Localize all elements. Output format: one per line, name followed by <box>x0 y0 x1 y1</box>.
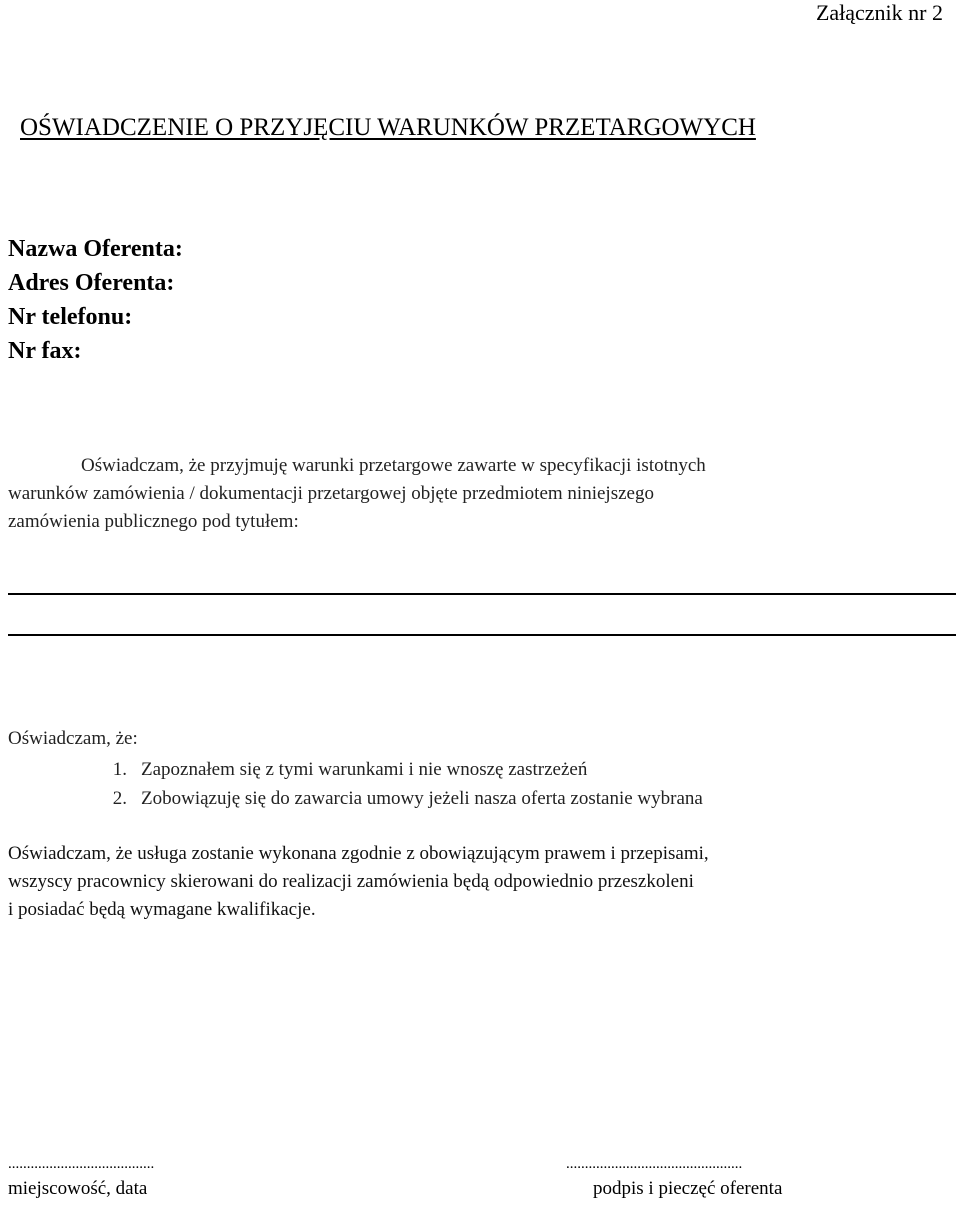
list-item <box>8 784 703 813</box>
acceptance-statement-line: warunków zamówienia / dokumentacji przetargowej objęte przedmiotem niniejszego <box>8 483 654 504</box>
place-date-signature-block <box>8 1153 154 1203</box>
declaration-list <box>8 755 703 813</box>
signature-dotted-line: ............................................... <box>566 1156 743 1172</box>
service-statement <box>8 840 709 924</box>
acceptance-statement-line: zamówienia publicznego pod tytułem: <box>8 511 299 532</box>
annex-label: Załącznik nr 2 <box>815 0 943 25</box>
fax-label: Nr fax: <box>8 338 82 364</box>
signature-label: podpis i pieczęć oferenta <box>593 1178 783 1199</box>
place-date-dotted-line: ....................................... <box>8 1156 155 1172</box>
declaration-intro: Oświadczam, że: <box>8 728 138 749</box>
phone-label: Nr telefonu: <box>8 304 133 330</box>
list-item-number: 1. <box>112 759 127 780</box>
list-item-text: Zapoznałem się z tymi warunkami i nie wnoszę zastrzeżeń <box>141 759 588 780</box>
bidder-fields <box>8 232 183 368</box>
tender-title-blank-line <box>8 634 956 636</box>
bidder-signature-block <box>566 1153 782 1203</box>
bidder-name-label: Nazwa Oferenta: <box>8 236 183 262</box>
list-item <box>8 755 703 784</box>
service-statement-line: Oświadczam, że usługa zostanie wykonana zgodnie z obowiązującym prawem i przepisami, <box>8 843 709 864</box>
service-statement-line: i posiadać będą wymagane kwalifikacje. <box>8 899 316 920</box>
service-statement-line: wszyscy pracownicy skierowani do realizacji zamówienia będą odpowiednio przeszkoleni <box>8 871 694 892</box>
bidder-address-label: Adres Oferenta: <box>8 270 175 296</box>
list-item-number: 2. <box>112 788 127 809</box>
document-title: OŚWIADCZENIE O PRZYJĘCIU WARUNKÓW PRZETARGOWYCH <box>20 114 756 141</box>
acceptance-statement <box>8 452 928 536</box>
list-item-text: Zobowiązuję się do zawarcia umowy jeżeli nasza oferta zostanie wybrana <box>141 788 703 809</box>
tender-title-blank-line <box>8 593 956 595</box>
acceptance-statement-line: Oświadczam, że przyjmuję warunki przetargowe zawarte w specyfikacji istotnych <box>81 455 706 476</box>
place-date-label: miejscowość, data <box>8 1178 148 1199</box>
